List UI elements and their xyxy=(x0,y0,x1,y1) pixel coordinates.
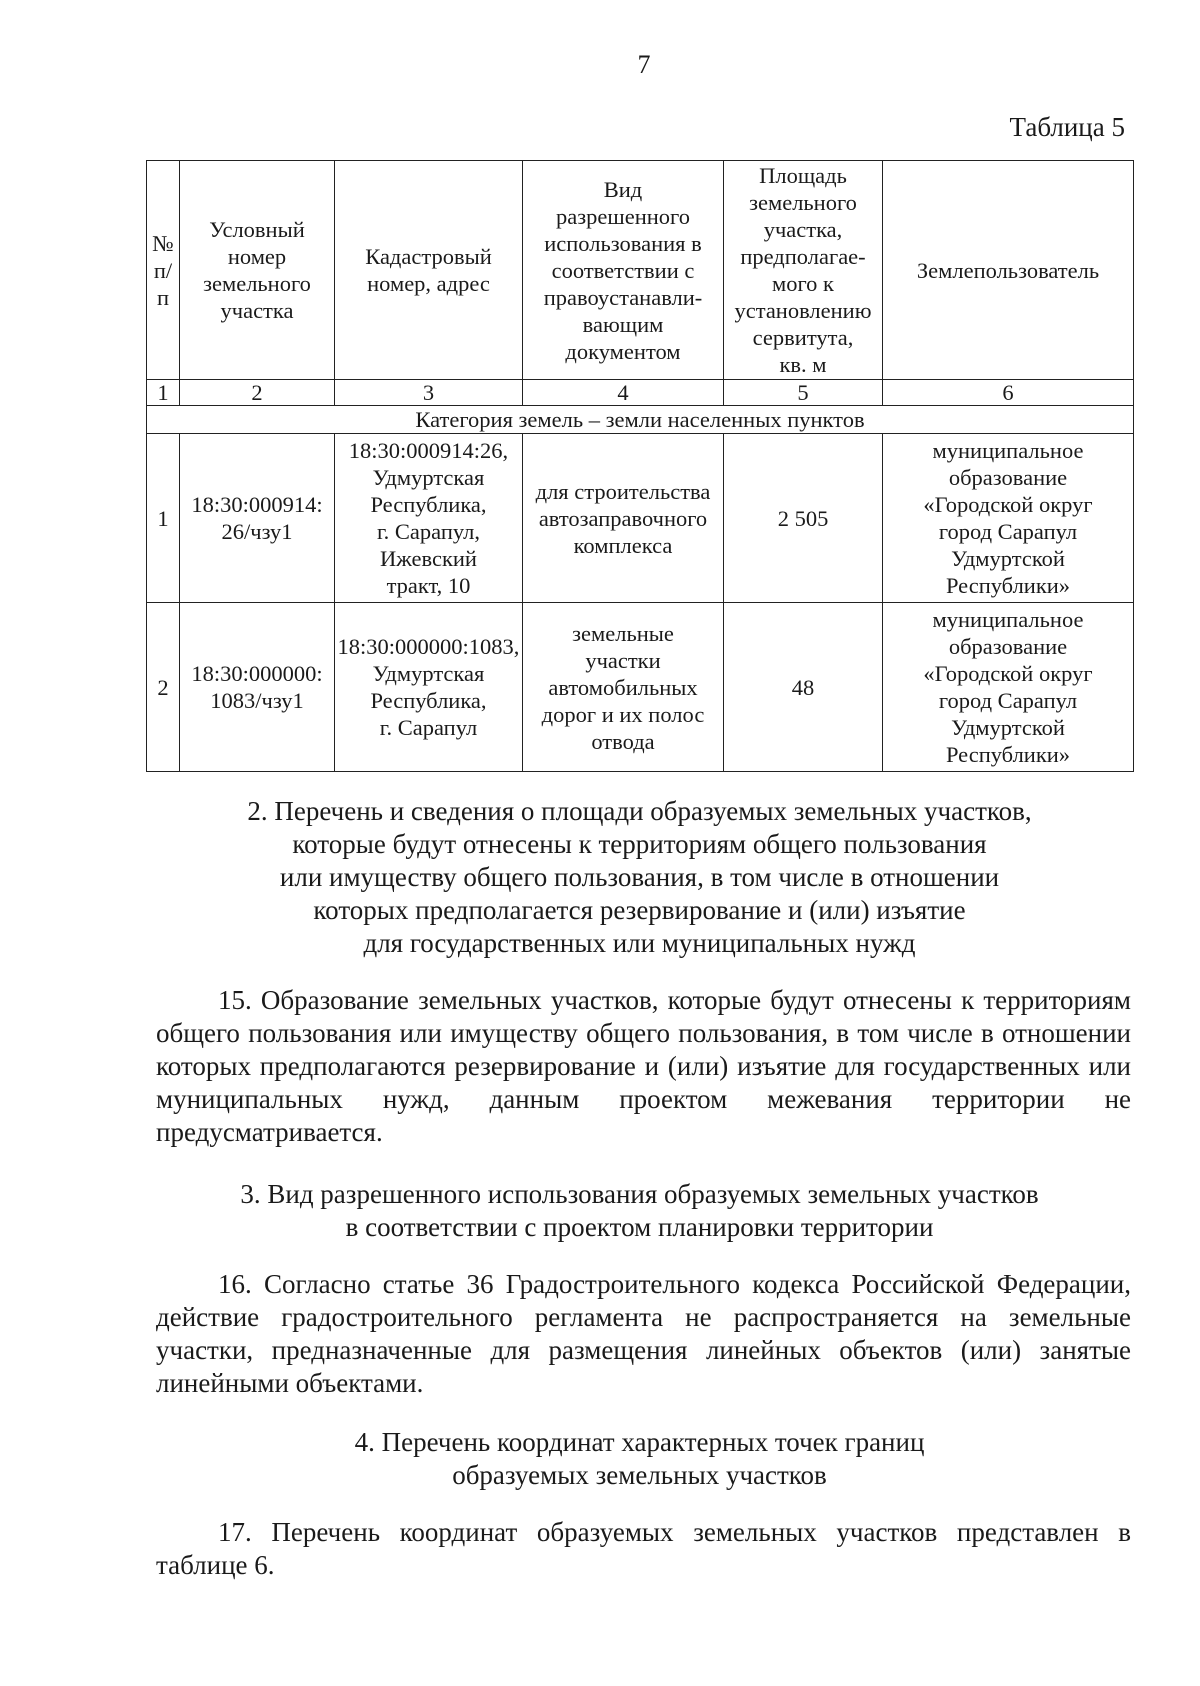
section-4-heading: 4. Перечень координат характерных точек границ образуемых земельных участков xyxy=(354,1427,925,1490)
row-number: 2 xyxy=(147,603,180,772)
header-area: Площадь земельного участка, предполагае- мого к установлению сервитута, кв. м xyxy=(724,161,883,380)
conditional-number: 18:30:000000: 1083/чзу1 xyxy=(180,603,335,772)
table-row xyxy=(147,603,1134,772)
permitted-use: земельные участки автомобильных дорог и их полос отвода xyxy=(523,603,724,772)
conditional-number: 18:30:000914: 26/чзу1 xyxy=(180,434,335,603)
page-number: 7 xyxy=(637,50,651,79)
permitted-use: для строительства автозаправочного комплекса xyxy=(523,434,724,603)
land-category-row xyxy=(147,406,1134,434)
land-plots-table xyxy=(146,160,1134,772)
column-number: 1 xyxy=(147,380,180,406)
column-number: 5 xyxy=(724,380,883,406)
table-caption: Таблица 5 xyxy=(1009,112,1125,142)
paragraph-16: 16. Согласно статье 36 Градостроительного кодекса Российской Федерации, действие градостроительного регламента не распространяется на земельные участки, предназначенные для размещения линейных объектов (или) занятые линейными объектами. xyxy=(156,1269,1131,1398)
cadastral-address: 18:30:000000:1083, Удмуртская Республика, г. Сарапул xyxy=(335,603,523,772)
column-number-row xyxy=(147,380,1134,406)
header-conditional-number: Условный номер земельного участка xyxy=(180,161,335,380)
column-number: 6 xyxy=(883,380,1134,406)
land-category: Категория земель – земли населенных пунктов xyxy=(147,406,1134,434)
section-3-heading: 3. Вид разрешенного использования образуемых земельных участков в соответствии с проектом планировки территории xyxy=(240,1179,1039,1242)
header-row-number: № п/п xyxy=(147,161,180,380)
table-row xyxy=(147,434,1134,603)
header-cadastral-number: Кадастровый номер, адрес xyxy=(335,161,523,380)
section-2-heading: 2. Перечень и сведения о площади образуемых земельных участков, которые будут отнесены к территориям общего пользования или имуществу общего пользования, в том числе в отношении которых предполагается резервирование и (или) изъятие для государственных или муниципальных нужд xyxy=(247,796,1032,958)
table-header-row xyxy=(147,161,1134,380)
header-permitted-use: Вид разрешенного использования в соответствии с правоустанавли- вающим документом xyxy=(523,161,724,380)
easement-area: 2 505 xyxy=(724,434,883,603)
paragraph-17: 17. Перечень координат образуемых земельных участков представлен в таблице 6. xyxy=(156,1517,1131,1580)
column-number: 2 xyxy=(180,380,335,406)
column-number: 3 xyxy=(335,380,523,406)
land-user: муниципальное образование «Городской округ город Сарапул Удмуртской Республики» xyxy=(883,603,1134,772)
column-number: 4 xyxy=(523,380,724,406)
header-land-user: Землепользователь xyxy=(883,161,1134,380)
cadastral-address: 18:30:000914:26, Удмуртская Республика, г. Сарапул, Ижевский тракт, 10 xyxy=(335,434,523,603)
row-number: 1 xyxy=(147,434,180,603)
land-user: муниципальное образование «Городской округ город Сарапул Удмуртской Республики» xyxy=(883,434,1134,603)
easement-area: 48 xyxy=(724,603,883,772)
paragraph-15: 15. Образование земельных участков, которые будут отнесены к территориям общего пользования или имуществу общего пользования, в том числе в отношении которых предполагаются резервирование и (или) изъятие для государственных или муниципальных нужд, данным проектом межевания территории не предусматривается. xyxy=(156,985,1131,1147)
